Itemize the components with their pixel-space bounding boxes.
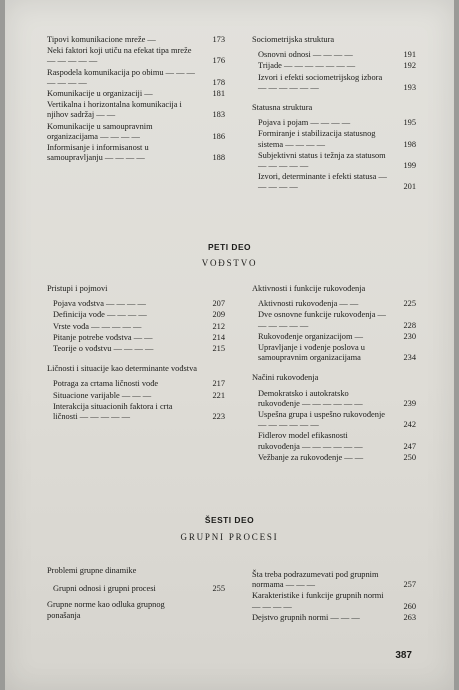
toc-entry-page: 173 (212, 35, 225, 44)
toc-entry-page: 257 (403, 580, 416, 590)
toc-entry (47, 46, 225, 66)
page-number: 387 (395, 650, 412, 661)
toc-entry-page: 201 (403, 182, 416, 192)
toc-entry (47, 100, 225, 120)
toc-entry-text: Interakcija situacionih faktora i crta ličnosti — — — — — (53, 401, 173, 422)
toc-entry-text: Trijade — — — — — — — (258, 61, 356, 71)
toc-entry (47, 68, 225, 88)
toc-entry-page: 214 (212, 332, 225, 342)
toc-entry-page: 234 (403, 353, 416, 363)
toc-entry-text: Vrste vođa — — — — — (53, 321, 142, 331)
toc-entry (252, 453, 416, 463)
toc-entry (47, 391, 225, 401)
toc-entry-text: Situacione varijable — — — (53, 390, 152, 400)
toc-entry (252, 410, 416, 430)
toc-entry-text: Subjektivni status i težnja za statusom — — — — — (258, 150, 386, 171)
toc-entry-page: 223 (212, 412, 225, 422)
toc-entry-page: 217 (212, 379, 225, 389)
toc-entry-page: 242 (403, 420, 416, 430)
toc-entry-text: Komunikacije u samoupravnim organizacijama — — — — (47, 121, 153, 141)
toc-entry-page: 191 (403, 50, 416, 60)
toc-entry-page: 212 (212, 321, 225, 331)
toc-entry-page: 198 (403, 139, 416, 149)
toc-entry-page: 260 (403, 601, 416, 611)
toc-entry (47, 122, 225, 142)
part-title: ŠESTI DEO (204, 515, 255, 525)
toc-entry-page: 209 (212, 310, 225, 320)
toc-entry (252, 151, 416, 171)
toc-entry-page: 221 (212, 390, 225, 400)
toc-subheading: Ličnosti i situacije kao determinante vođstva (47, 364, 198, 374)
toc-part6-left (47, 566, 225, 622)
toc-entry-page: 215 (212, 344, 225, 354)
toc-entry-text: Pojava vođstva — — — — (53, 299, 146, 309)
toc-entry-text: Izvori, determinante i efekti statusa — — — — — (258, 172, 387, 192)
toc-entry-page: 181 (212, 89, 225, 99)
toc-entry (252, 73, 416, 93)
part-subtitle: VOĐSTVO (201, 258, 258, 268)
toc-entry-page: 239 (403, 398, 416, 408)
toc-entry-page: 263 (403, 612, 416, 622)
toc-top-right (252, 35, 416, 194)
toc-part5-right (252, 284, 416, 464)
toc-entry (47, 402, 225, 422)
toc-entry (252, 570, 416, 590)
toc-entry (252, 591, 416, 611)
toc-entry-page: 176 (212, 56, 225, 66)
toc-entry-page: 186 (212, 131, 225, 141)
toc-entry-page: 192 (403, 61, 416, 71)
toc-entry (47, 310, 225, 320)
toc-entry (252, 343, 416, 363)
toc-entry (252, 299, 416, 309)
toc-subheading: Sociometrijska struktura (252, 35, 335, 44)
toc-entry-text: Vertikalna i horizontalna komunikacija i njihov sadržaj — — (47, 100, 182, 120)
book-page (5, 0, 454, 690)
toc-entry-text: Uspešna grupa i uspešno rukovođenje — — — — — — (258, 410, 385, 430)
toc-entry-page: 193 (403, 82, 416, 92)
toc-entry-page: 230 (403, 331, 416, 341)
toc-entry (252, 613, 416, 623)
toc-entry-text: Tipovi komunikacione mreže — (47, 35, 156, 44)
toc-entry (47, 299, 225, 309)
toc-entry-text: Rukovođenje organizacijom — (258, 331, 363, 341)
toc-entry-text: Osnovni odnosi — — — — (258, 50, 353, 60)
part-title: PETI DEO (207, 242, 252, 252)
toc-entry-text: Teorije o vođstvu — — — — (53, 344, 154, 354)
toc-entry-page: 195 (403, 118, 416, 128)
toc-entry-text: Dve osnovne funkcije rukovođenja — — — — — — (258, 310, 386, 330)
toc-top-left (47, 35, 225, 164)
toc-entry-page: 228 (403, 320, 416, 330)
toc-entry-page: 247 (403, 441, 416, 451)
toc-entry-page: 225 (403, 299, 416, 309)
toc-entry (47, 89, 225, 99)
toc-entry-text: Upravljanje i vođenje poslova u samoupravnim organizacijama (258, 343, 365, 363)
toc-entry-page: 183 (212, 110, 225, 120)
toc-entry (47, 584, 225, 594)
toc-entry-text: Karakteristike i funkcije grupnih normi — — — — (252, 591, 384, 611)
toc-entry (47, 600, 225, 620)
toc-entry (252, 310, 416, 330)
toc-entry (252, 431, 416, 451)
toc-subheading: Pristupi i pojmovi (47, 284, 108, 293)
toc-entry (47, 322, 225, 332)
toc-entry-text: Definicija vođe — — — — (53, 310, 147, 320)
toc-entry (47, 379, 225, 389)
toc-entry (252, 118, 416, 128)
toc-entry (252, 172, 416, 192)
toc-entry-text: Šta treba podrazumevati pod grupnim normama — — — (252, 570, 379, 590)
toc-entry-text: Komunikacije u organizaciji — (47, 89, 153, 99)
toc-entry-text: Izvori i efekti sociometrijskog izbora — — — — — — (258, 72, 383, 92)
toc-entry (47, 143, 225, 163)
toc-entry (252, 61, 416, 71)
toc-entry (47, 344, 225, 354)
toc-entry-text: Pojava i pojam — — — — (258, 118, 351, 128)
toc-entry-text: Informisanje i informisanost u samoupravljanju — — — — (47, 143, 149, 163)
toc-entry-text: Grupni odnosi i grupni procesi (53, 584, 156, 594)
toc-entry-page: 255 (212, 584, 225, 594)
toc-entry-text: Raspodela komunikacija po obimu — — — — — — — (47, 67, 195, 87)
toc-entry-text: Potraga za crtama ličnosti vođe (53, 379, 159, 389)
toc-entry-text: Demokratsko i autokratsko rukovođenje — — — — — — (258, 388, 363, 408)
toc-entry-text: Dejstvo grupnih normi — — — (252, 612, 360, 622)
toc-entry-page: 250 (403, 452, 416, 462)
toc-subheading: Aktivnosti i funkcije rukovođenja (252, 284, 366, 293)
toc-subheading: Problemi grupne dinamike (47, 566, 137, 575)
toc-entry-page: 199 (403, 161, 416, 171)
toc-entry-text: Pitanje potrebe vođstva — — (53, 332, 153, 342)
toc-entry-text: Vežbanje za rukovođenje — — (258, 452, 364, 462)
toc-entry (47, 333, 225, 343)
toc-entry-page: 207 (212, 299, 225, 309)
toc-subheading: Statusna struktura (252, 103, 313, 113)
part-subtitle: GRUPNI PROCESI (180, 532, 279, 542)
toc-subheading: Načini rukovođenja (252, 373, 319, 383)
toc-entry-text: Grupne norme kao odluka grupnog ponašanja (47, 600, 165, 620)
toc-entry-page: 188 (212, 153, 225, 163)
toc-part6-right (252, 570, 416, 624)
toc-part5-left (47, 284, 225, 423)
toc-entry (252, 50, 416, 60)
toc-entry-text: Aktivnosti rukovođenja — — (258, 299, 359, 309)
toc-entry-text: Neki faktori koji utiču na efekat tipa mreže — — — — — (47, 46, 192, 66)
toc-entry (252, 332, 416, 342)
toc-entry-page: 178 (212, 77, 225, 87)
toc-entry (252, 129, 416, 149)
toc-entry (47, 35, 225, 45)
toc-entry (252, 389, 416, 409)
toc-entry-text: Fidlerov model efikasnosti rukovođenja — — — — — — (258, 431, 363, 451)
toc-entry-text: Formiranje i stabilizacija statusnog sistema — — — — (258, 129, 376, 149)
